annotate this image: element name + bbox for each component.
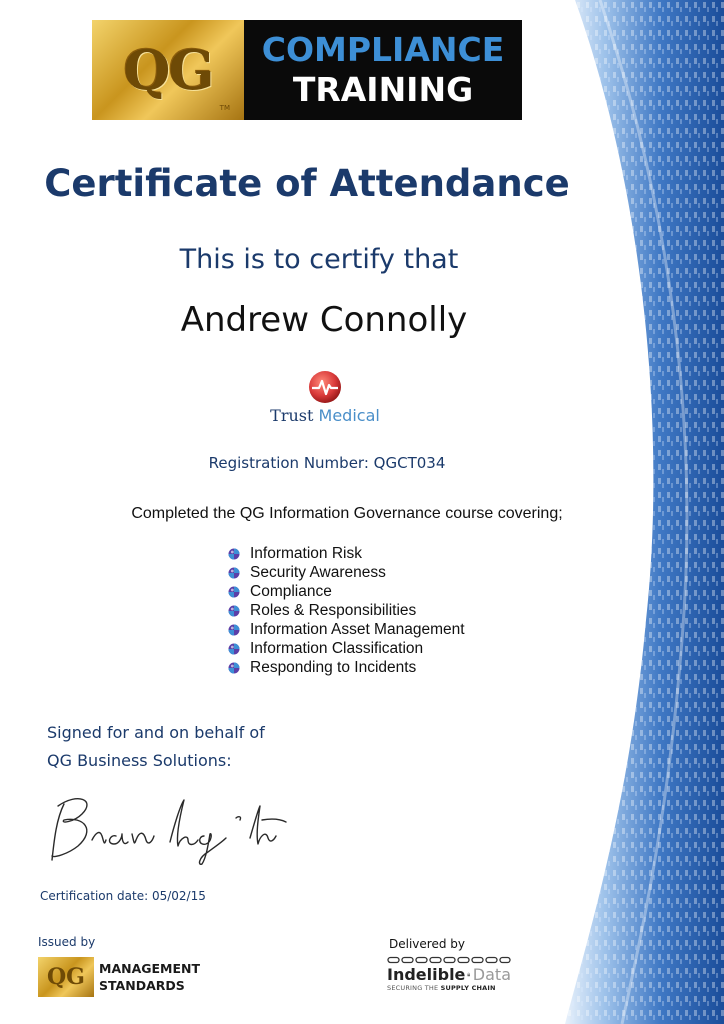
sphere-bullet-icon	[228, 548, 240, 560]
indelible-data-logo	[387, 956, 511, 992]
completed-course-text: Completed the QG Information Governance course covering;	[131, 505, 563, 522]
certificate-title: Certificate of Attendance	[44, 162, 570, 205]
list-item	[228, 639, 465, 658]
list-item	[228, 601, 465, 620]
medical-word: Medical	[318, 406, 380, 425]
compliance-training-logo	[92, 20, 522, 120]
topic-label: Information Asset Management	[250, 620, 465, 638]
list-item	[228, 582, 465, 601]
indelible-tagline	[387, 984, 511, 992]
sphere-bullet-icon	[228, 643, 240, 655]
qg-management-standards-logo	[38, 956, 200, 998]
qg-logo-text: QG	[123, 38, 213, 102]
qg-small-badge: QG	[38, 957, 94, 997]
list-item	[228, 620, 465, 639]
tagline-part-1: SECURING THE	[387, 984, 439, 992]
course-topics-list	[228, 544, 465, 677]
trust-word: Trust	[270, 406, 314, 425]
sphere-bullet-icon	[228, 567, 240, 579]
registration-number: QGCT034	[373, 454, 446, 472]
compliance-training-panel	[244, 20, 522, 120]
handwritten-signature	[38, 790, 288, 870]
certify-line: This is to certify that	[179, 244, 459, 275]
sphere-bullet-icon	[228, 662, 240, 674]
management-standards-text	[99, 960, 200, 994]
list-item	[228, 544, 465, 563]
signed-line-2: QG Business Solutions:	[47, 751, 232, 770]
logo-line-training: TRAINING	[292, 70, 474, 109]
topic-label: Responding to Incidents	[250, 658, 417, 676]
registration-line	[0, 454, 654, 472]
trust-medical-wordmark	[265, 406, 385, 425]
issued-by-label: Issued by	[38, 935, 96, 949]
topic-label: Compliance	[250, 582, 332, 600]
trust-medical-logo	[265, 370, 385, 430]
trademark-mark: TM	[219, 104, 230, 112]
chain-links-icon	[387, 956, 511, 964]
list-item	[228, 563, 465, 582]
topic-label: Information Risk	[250, 544, 362, 562]
indelible-word: Indelible	[387, 965, 466, 984]
logo-line-compliance: COMPLIANCE	[261, 30, 505, 69]
sphere-bullet-icon	[228, 605, 240, 617]
signed-on-behalf	[47, 719, 265, 775]
ms-line-1: MANAGEMENT	[99, 961, 201, 976]
sphere-bullet-icon	[228, 624, 240, 636]
recipient-name: Andrew Connolly	[180, 300, 468, 340]
delivered-by-label: Delivered by	[389, 937, 465, 951]
topic-label: Security Awareness	[250, 563, 386, 581]
data-word: Data	[472, 965, 511, 984]
topic-label: Roles & Responsibilities	[250, 601, 417, 619]
signed-line-1: Signed for and on behalf of	[47, 723, 265, 742]
tagline-part-2: SUPPLY CHAIN	[440, 984, 496, 992]
topic-label: Information Classification	[250, 639, 424, 657]
ms-line-2: STANDARDS	[99, 978, 185, 993]
sphere-bullet-icon	[228, 586, 240, 598]
registration-label: Registration Number:	[208, 454, 369, 472]
qg-gold-badge	[92, 20, 244, 120]
certification-date: Certification date: 05/02/15	[40, 889, 206, 903]
heartbeat-circle-icon	[308, 370, 342, 404]
padlock-icon	[467, 968, 470, 981]
indelible-wordmark	[387, 965, 511, 984]
list-item	[228, 658, 465, 677]
